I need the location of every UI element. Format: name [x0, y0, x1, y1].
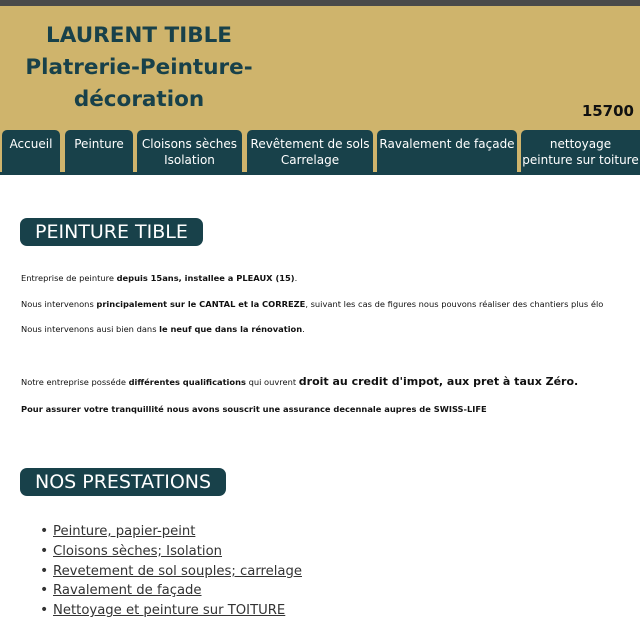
- list-item: [40, 601, 302, 621]
- bullet: •: [40, 582, 49, 599]
- nav-label: Ravalement de façade: [379, 137, 515, 151]
- paragraph-intro: [21, 272, 640, 284]
- list-item: [40, 542, 302, 562]
- bullet: •: [40, 562, 49, 579]
- postcode: 15700: [581, 102, 634, 120]
- text: .: [302, 324, 305, 334]
- nav-nettoyage[interactable]: [521, 130, 640, 172]
- prestation-link[interactable]: Ravalement de façade: [53, 583, 202, 599]
- paragraph-neuf: [21, 323, 640, 335]
- brand-name: LAURENT TIBLE: [46, 23, 232, 48]
- nav-accueil[interactable]: [2, 130, 60, 172]
- bullet: •: [40, 602, 49, 619]
- nav-divider: [0, 172, 640, 175]
- list-item: [40, 522, 302, 542]
- bullet: •: [40, 523, 49, 539]
- text: Notre entreprise posséde: [21, 377, 129, 387]
- nav-label: Cloisons sèches: [141, 137, 238, 151]
- paragraph-assurance: Pour assurer votre tranquillité nous avons souscrit une assurance decennale aupres de SWISS-LIFE: [21, 404, 487, 414]
- text: Nous intervenons ausi bien dans: [21, 324, 160, 334]
- prestation-link[interactable]: Cloisons sèches; Isolation: [53, 543, 223, 559]
- list-item: [40, 562, 302, 582]
- nav-label-2: Isolation: [164, 153, 215, 167]
- nav-peinture[interactable]: [65, 130, 133, 172]
- paragraph-zone: [21, 298, 640, 310]
- nav-ravalement[interactable]: [377, 130, 517, 172]
- section-title-peinture: PEINTURE TIBLE: [20, 218, 203, 246]
- text-bold: différentes qualifications: [128, 377, 246, 387]
- nav-label-2: Carrelage: [280, 153, 340, 167]
- nav-revetement[interactable]: [247, 130, 373, 172]
- text: qui ouvrent: [245, 377, 299, 387]
- brand-tagline-2: décoration: [73, 87, 205, 112]
- nav-cloisons[interactable]: [137, 130, 242, 172]
- site-header: [0, 6, 640, 130]
- nav-label-2: peinture sur toiture: [522, 153, 639, 167]
- prestations-list: [40, 522, 302, 621]
- text-bold: principalement sur le CANTAL et la CORREZE: [96, 299, 306, 309]
- prestation-link[interactable]: Nettoyage et peinture sur TOITURE: [53, 603, 286, 619]
- site-brand[interactable]: [8, 20, 270, 116]
- bullet: •: [40, 542, 49, 559]
- nav-label: Accueil: [9, 137, 53, 151]
- nav-label: nettoyage: [549, 137, 612, 151]
- text: .: [294, 273, 298, 283]
- text-bold: depuis 15ans, installee a PLEAUX (15): [116, 273, 295, 283]
- text: , suivant les cas de figures nous pouvons réaliser des chantiers plus élo: [305, 299, 604, 309]
- list-item: [40, 581, 302, 601]
- text-bold: le neuf que dans la rénovation: [159, 324, 303, 334]
- prestation-link[interactable]: Peinture, papier-peint: [53, 524, 196, 539]
- text: Nous intervenons: [21, 299, 97, 309]
- nav-label: Peinture: [74, 137, 124, 151]
- brand-tagline-1: Platrerie-Peinture-: [25, 55, 253, 80]
- text-bold-large: droit au credit d'impot, aux pret à taux Zéro.: [298, 375, 579, 388]
- paragraph-qualifications: [21, 376, 640, 388]
- text: Entreprise de peinture: [21, 273, 117, 283]
- section-title-prestations: NOS PRESTATIONS: [20, 468, 226, 496]
- prestation-link[interactable]: Revetement de sol souples; carrelage: [53, 563, 302, 579]
- nav-label: Revêtement de sols: [250, 137, 370, 151]
